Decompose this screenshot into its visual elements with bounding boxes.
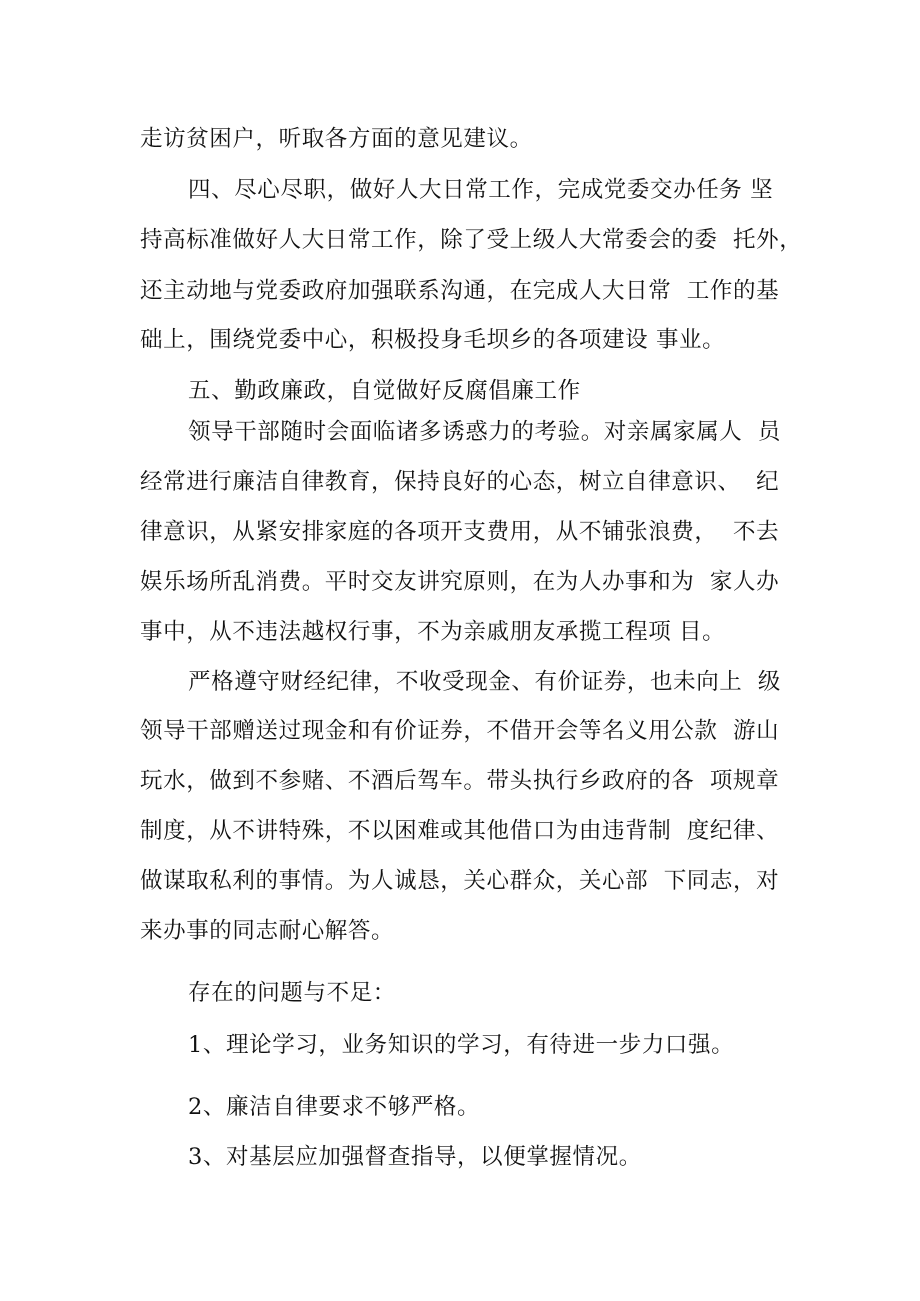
problem-item-1: 1、理论学习，业务知识的学习，有待进一步力口强。	[188, 1032, 735, 1058]
text-line-15: 制度，从不讲特殊，不以困难或其他借口为由违背制 度纪律、	[140, 818, 780, 844]
text-line-3: 持高标准做好人大日常工作，除了受上级人大常委会的委 托外，	[140, 227, 803, 253]
section-heading-five: 五、勤政廉政，自觉做好反腐倡廉工作	[188, 378, 581, 404]
text-line-14: 玩水，做到不参赌、不酒后驾车。带头执行乡政府的各 项规章	[140, 768, 780, 794]
text-line-11: 事中，从不违法越权行事，不为亲戚朋友承揽工程项 目。	[140, 619, 726, 645]
section-heading-four: 四、尽心尽职，做好人大日常工作，完成党委交办任务 坚	[188, 177, 774, 203]
problem-item-3: 3、对基层应加强督查指导，以便掌握情况。	[188, 1144, 642, 1170]
text-line-13: 领导干部赠送过现金和有价证券，不借开会等名义用公款 游山	[140, 718, 780, 744]
text-line-9: 律意识，从紧安排家庭的各项开支费用，从不铺张浪费， 不去	[140, 519, 780, 545]
text-line-17: 来办事的同志耐心解答。	[140, 918, 395, 944]
problems-heading: 存在的问题与不足：	[188, 980, 396, 1006]
text-line-16: 做谋取私利的事情。为人诚恳，关心群众，关心部 下同志，对	[140, 868, 780, 894]
text-line-1: 走访贫困户，听取各方面的意见建议。	[140, 126, 533, 152]
text-line-4: 还主动地与党委政府加强联系沟通，在完成人大日常 工作的基	[140, 278, 780, 304]
problem-item-2: 2、廉洁自律要求不够严格。	[188, 1094, 481, 1120]
text-line-12: 严格遵守财经纪律，不收受现金、有价证券，也未向上 级	[188, 669, 782, 695]
text-line-10: 娱乐场所乱消费。平时交友讲究原则，在为人办事和为 家人办	[140, 569, 780, 595]
text-line-8: 经常进行廉洁自律教育，保持良好的心态，树立自律意识、 纪	[140, 469, 780, 495]
text-line-5: 础上，围绕党委中心，积极投身毛坝乡的各项建设 事业。	[140, 327, 726, 353]
text-line-7: 领导干部随时会面临诸多诱惑力的考验。对亲属家属人 员	[188, 419, 782, 445]
